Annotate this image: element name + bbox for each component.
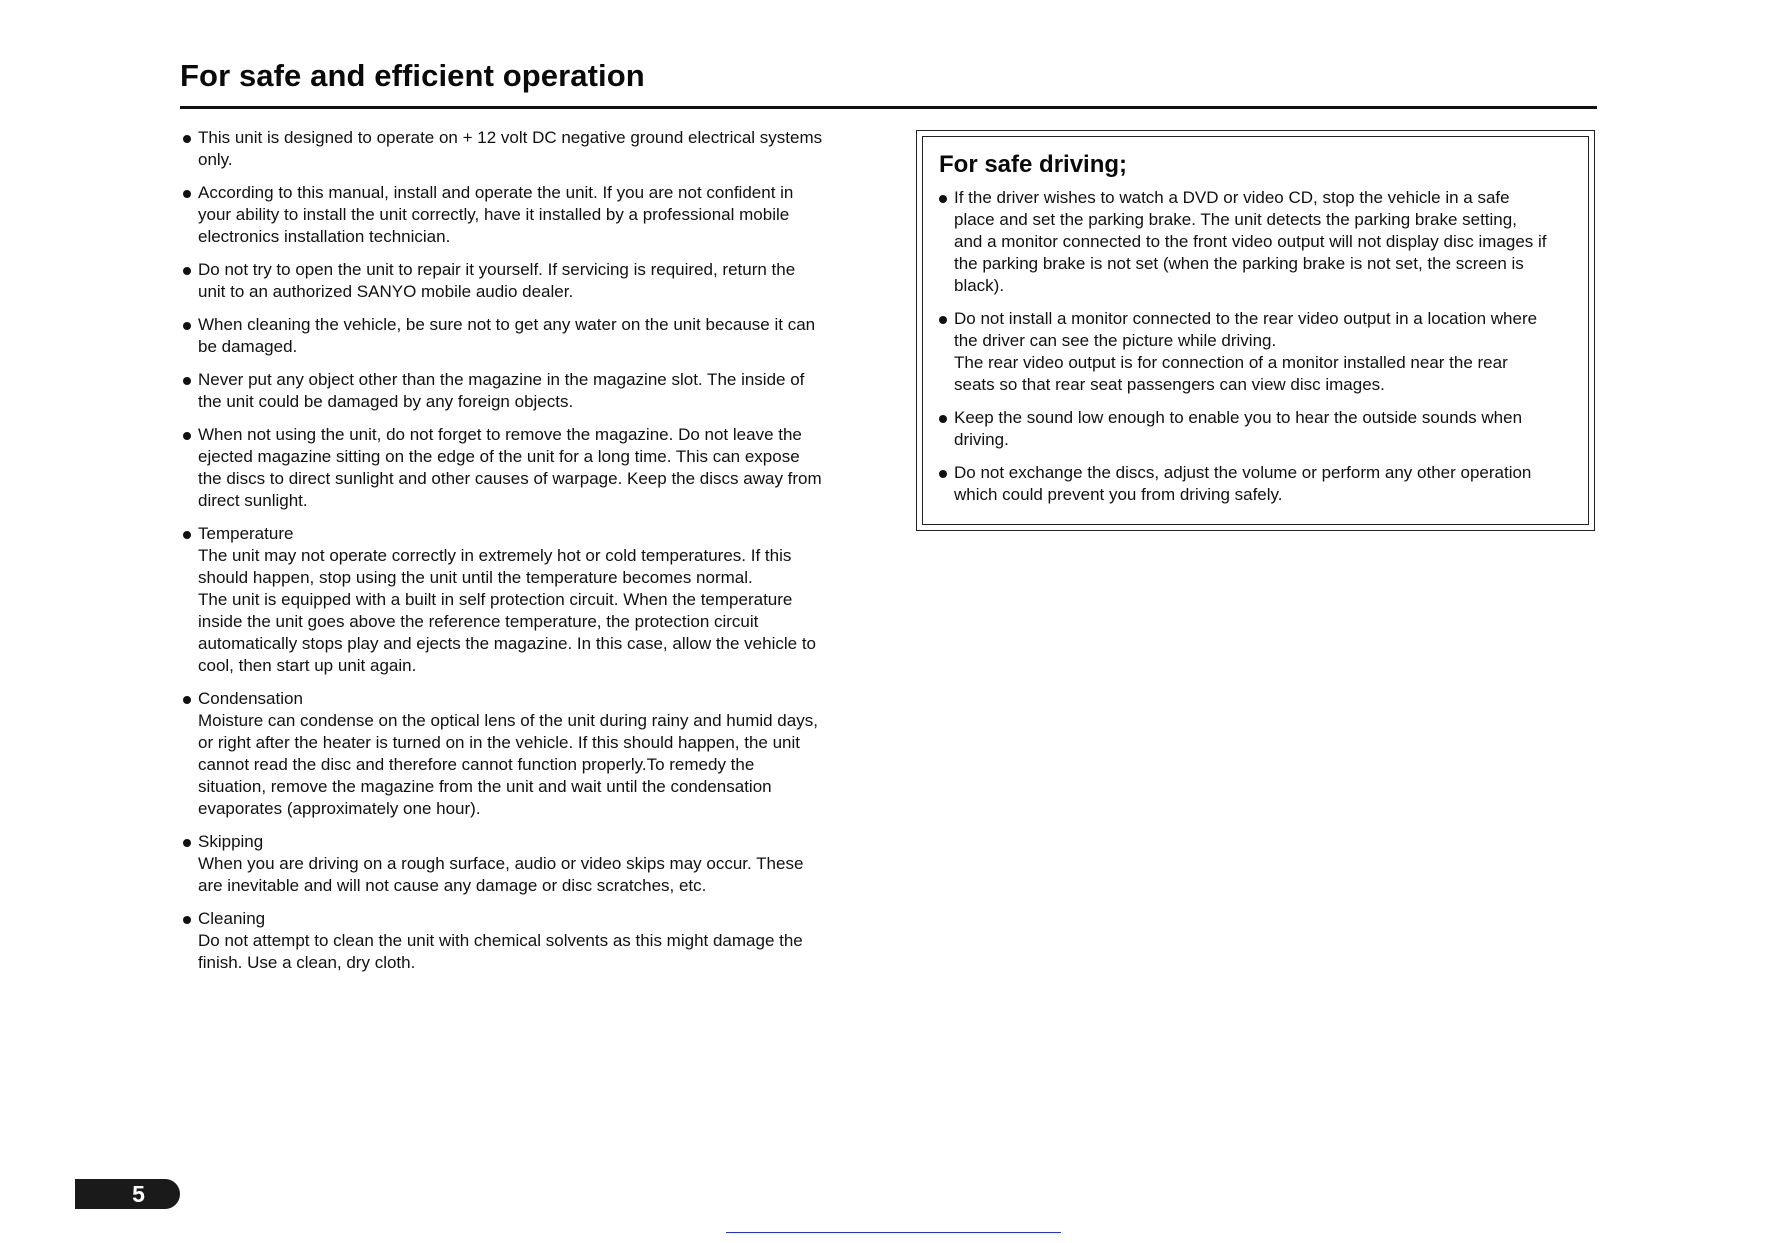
bullet-text-first-line: Skipping bbox=[198, 832, 264, 851]
bullet-item bbox=[183, 523, 863, 677]
safe-driving-list bbox=[939, 187, 1578, 506]
bullet-text-first-line: Do not install a monitor connected to the rear video output in a location where bbox=[954, 309, 1538, 328]
bullet-text-line: unit to an authorized SANYO mobile audio dealer. bbox=[198, 282, 574, 301]
bullet-text-line: are inevitable and will not cause any damage or disc scratches, etc. bbox=[198, 876, 707, 895]
bullet-text-line: The unit may not operate correctly in extremely hot or cold temperatures. If this bbox=[198, 546, 792, 565]
bullet-dot-icon bbox=[183, 267, 191, 275]
bullet-item bbox=[183, 688, 863, 820]
bullet-text-line: your ability to install the unit correctly, have it installed by a professional mobile bbox=[198, 205, 790, 224]
safe-driving-box bbox=[916, 130, 1595, 531]
bullet-dot-icon bbox=[939, 415, 947, 423]
bullet-text-line: direct sunlight. bbox=[198, 491, 308, 510]
bullet-text-line: ejected magazine sitting on the edge of the unit for a long time. This can expose bbox=[198, 447, 800, 466]
bullet-text-first-line: Temperature bbox=[198, 524, 294, 543]
bullet-dot-icon bbox=[183, 377, 191, 385]
bullet-dot-icon bbox=[183, 839, 191, 847]
bullet-text-first-line: If the driver wishes to watch a DVD or video CD, stop the vehicle in a safe bbox=[954, 188, 1510, 207]
operation-notes bbox=[183, 127, 863, 985]
bullet-dot-icon bbox=[183, 135, 191, 143]
bullet-dot-icon bbox=[183, 916, 191, 924]
bullet-text-line: driving. bbox=[954, 430, 1009, 449]
bullet-text-line: the parking brake is not set (when the parking brake is not set, the screen is bbox=[954, 254, 1524, 273]
bullet-text-line: Moisture can condense on the optical lens of the unit during rainy and humid days, bbox=[198, 711, 818, 730]
bullet-text-line: finish. Use a clean, dry cloth. bbox=[198, 953, 416, 972]
bullet-text-first-line: When cleaning the vehicle, be sure not to get any water on the unit because it can bbox=[198, 315, 816, 334]
bullet-text-line: situation, remove the magazine from the unit and wait until the condensation bbox=[198, 777, 772, 796]
bullet-text-line: or right after the heater is turned on in the vehicle. If this should happen, the unit bbox=[198, 733, 800, 752]
bullet-text-first-line: Never put any object other than the magazine in the magazine slot. The inside of bbox=[198, 370, 805, 389]
bullet-text-line: The rear video output is for connection of a monitor installed near the rear bbox=[954, 353, 1508, 372]
bullet-dot-icon bbox=[939, 316, 947, 324]
bullet-text-line: The unit is equipped with a built in self protection circuit. When the temperature bbox=[198, 590, 793, 609]
bullet-text-first-line: According to this manual, install and operate the unit. If you are not confident in bbox=[198, 183, 794, 202]
bullet-item bbox=[183, 259, 863, 303]
bullet-text-line: the driver can see the picture while driving. bbox=[954, 331, 1277, 350]
bullet-text-line: cool, then start up unit again. bbox=[198, 656, 417, 675]
bullet-text-line: be damaged. bbox=[198, 337, 298, 356]
bullet-text-first-line: Keep the sound low enough to enable you to hear the outside sounds when bbox=[954, 408, 1523, 427]
bullet-text-line: which could prevent you from driving safely. bbox=[954, 485, 1283, 504]
bullet-text-line: automatically stops play and ejects the magazine. In this case, allow the vehicle to bbox=[198, 634, 817, 653]
bullet-dot-icon bbox=[939, 470, 947, 478]
bullet-dot-icon bbox=[183, 432, 191, 440]
bullet-text-first-line: This unit is designed to operate on + 12 volt DC negative ground electrical systems bbox=[198, 128, 823, 147]
bullet-dot-icon bbox=[183, 190, 191, 198]
safe-driving-title: For safe driving; bbox=[939, 151, 1128, 178]
bullet-dot-icon bbox=[183, 696, 191, 704]
bullet-item bbox=[939, 187, 1578, 297]
bullet-text-first-line: Do not exchange the discs, adjust the volume or perform any other operation bbox=[954, 463, 1532, 482]
bullet-dot-icon bbox=[183, 322, 191, 330]
bullet-text-line: inside the unit goes above the reference temperature, the protection circuit bbox=[198, 612, 759, 631]
bullet-dot-icon bbox=[939, 195, 947, 203]
bullet-text-line: Do not attempt to clean the unit with chemical solvents as this might damage the bbox=[198, 931, 803, 950]
bullet-text-line: electronics installation technician. bbox=[198, 227, 451, 246]
bullet-text-line: the unit could be damaged by any foreign objects. bbox=[198, 392, 574, 411]
bullet-text-first-line: Condensation bbox=[198, 689, 303, 708]
bullet-text-first-line: Do not try to open the unit to repair it yourself. If servicing is required, return the bbox=[198, 260, 796, 279]
bullet-text-line: only. bbox=[198, 150, 233, 169]
bullet-item bbox=[183, 369, 863, 413]
bullet-item bbox=[183, 314, 863, 358]
bullet-item bbox=[939, 462, 1578, 506]
operation-notes-list bbox=[183, 127, 863, 974]
bullet-text-first-line: When not using the unit, do not forget to remove the magazine. Do not leave the bbox=[198, 425, 802, 444]
bullet-item bbox=[183, 424, 863, 512]
bullet-dot-icon bbox=[183, 531, 191, 539]
bullet-text-line: cannot read the disc and therefore cannot function properly.To remedy the bbox=[198, 755, 755, 774]
bullet-text-line: evaporates (approximately one hour). bbox=[198, 799, 481, 818]
footer-rule bbox=[726, 1232, 1061, 1233]
bullet-text-line: should happen, stop using the unit until the temperature becomes normal. bbox=[198, 568, 753, 587]
page-title: For safe and efficient operation bbox=[180, 58, 645, 93]
bullet-item bbox=[183, 831, 863, 897]
bullet-text-line: the discs to direct sunlight and other causes of warpage. Keep the discs away from bbox=[198, 469, 822, 488]
title-rule bbox=[180, 106, 1597, 109]
page-number: 5 bbox=[75, 1179, 180, 1209]
bullet-item bbox=[939, 308, 1578, 396]
bullet-item bbox=[183, 182, 863, 248]
bullet-text-first-line: Cleaning bbox=[198, 909, 266, 928]
bullet-item bbox=[183, 908, 863, 974]
bullet-text-line: seats so that rear seat passengers can view disc images. bbox=[954, 375, 1385, 394]
bullet-item bbox=[939, 407, 1578, 451]
bullet-text-line: When you are driving on a rough surface, audio or video skips may occur. These bbox=[198, 854, 804, 873]
bullet-text-line: place and set the parking brake. The unit detects the parking brake setting, bbox=[954, 210, 1517, 229]
bullet-text-line: black). bbox=[954, 276, 1005, 295]
bullet-text-line: and a monitor connected to the front video output will not display disc images if bbox=[954, 232, 1547, 251]
safe-driving-box-inner bbox=[922, 136, 1589, 525]
bullet-item bbox=[183, 127, 863, 171]
